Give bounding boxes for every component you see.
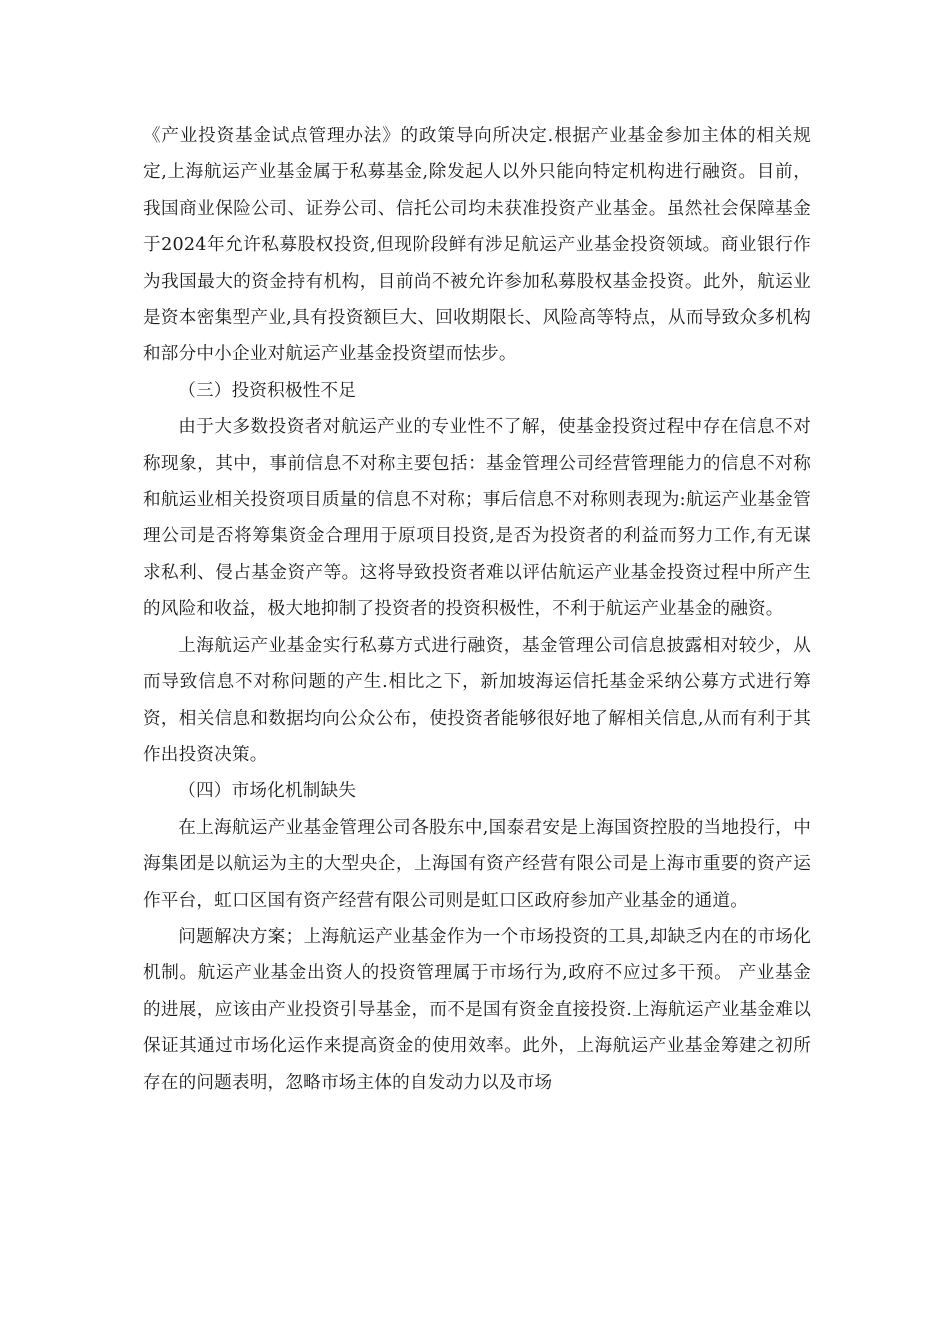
paragraph-3: 上海航运产业基金实行私募方式进行融资，基金管理公司信息披露相对较少，从而导致信息不对称问题的产生.相比之下，新加坡海运信托基金采纳公募方式进行筹资，相关信息和数据均向公众公布，使投资者能够很好地了解相关信息,从而有利于其作出投资决策。 (143, 635, 811, 765)
paragraph-1: 《产业投资基金试点管理办法》的政策导向所决定.根据产业基金参加主体的相关规定,上海航运产业基金属于私募基金,除发起人以外只能向特定机构进行融资。目前，我国商业保险公司、证券公司、信托公司均未获准投资产业基金。虽然社会保障基金于2024年允许私募股权投资,但现阶段鲜有涉足航运产业基金投资领域。商业银行作为我国最大的资金持有机构，目前尚不被允许参加私募股权基金投资。此外，航运业是资本密集型产业,具有投资额巨大、回收期限长、风险高等特点，从而导致众多机构和部分中小企业对航运产业基金投资望而怯步。 (143, 126, 811, 365)
paragraph-4: 在上海航运产业基金管理公司各股东中,国泰君安是上海国资控股的当地投行，中海集团是以航运为主的大型央企，上海国有资产经营有限公司是上海市重要的资产运作平台，虹口区国有资产经营有限公司则是虹口区政府参加产业基金的通道。 (143, 817, 811, 911)
section-heading-4: （四）市场化机制缺失 (178, 781, 357, 802)
paragraph-5: 问题解决方案；上海航运产业基金作为一个市场投资的工具,却缺乏内在的市场化机制。航运产业基金出资人的投资管理属于市场行为,政府不应过多干预。 产业基金的进展，应该由产业投资引导基金，而不是国有资金直接投资.上海航运产业基金难以保证其通过市场化运作来提高资金的使用效率。此外，上海航运产业基金筹建之初所存在的问题表明，忽略市场主体的自发动力以及市场 (143, 926, 811, 1093)
paragraph-2: 由于大多数投资者对航运产业的专业性不了解，使基金投资过程中存在信息不对称现象，其中，事前信息不对称主要包括：基金管理公司经营管理能力的信息不对称和航运业相关投资项目质量的信息不对称；事后信息不对称则表现为:航运产业基金管理公司是否将筹集资金合理用于原项目投资,是否为投资者的利益而努力工作,有无谋求私利、侵占基金资产等。这将导致投资者难以评估航运产业基金投资过程中所产生的风险和收益，极大地抑制了投资者的投资积极性，不利于航运产业基金的融资。 (143, 417, 811, 620)
document-body (143, 118, 811, 1101)
section-heading-3: （三）投资积极性不足 (178, 380, 357, 401)
